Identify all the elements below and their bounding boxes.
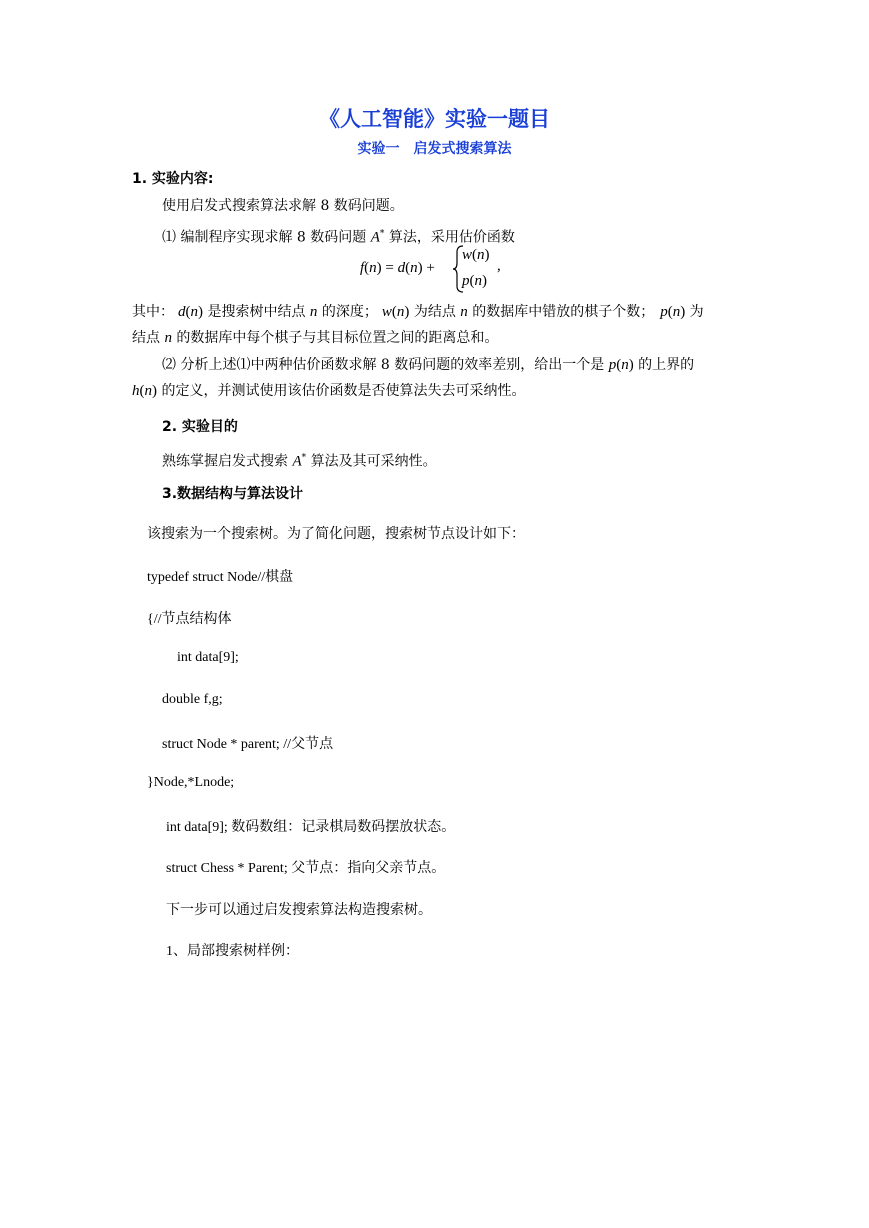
note-line: 下一步可以通过启发搜索算法构造搜索树。 xyxy=(166,903,432,918)
formula-d: d xyxy=(397,260,406,276)
subtitle-left: 实验一 xyxy=(357,141,400,157)
section2-heading: 2. 实验目的 xyxy=(162,419,238,435)
code-line: struct Node * parent; //父节点 xyxy=(162,737,334,752)
a-star-sup: * xyxy=(379,229,385,239)
section1-item2-line1: ⑵ 分析上述⑴中两种估价函数求解 8 数码问题的效率差别，给出一个是 p(n) 的上界的 xyxy=(162,357,695,373)
item1-prefix: ⑴ 编制程序实现求解 8 数码问题 xyxy=(162,229,371,246)
section1-intro: 使用启发式搜索算法求解 8 数码问题。 xyxy=(162,198,404,214)
note-line: 1、局部搜索树样例： xyxy=(166,944,299,959)
formula-arg: n xyxy=(369,260,377,276)
note-line: int data[9]; 数码数组：记录棋局数码摆放状态。 xyxy=(166,820,456,835)
section3-intro: 该搜索为一个搜索树。为了简化问题，搜索树节点设计如下： xyxy=(147,526,525,542)
note-line: struct Chess * Parent; 父节点：指向父亲节点。 xyxy=(166,861,446,876)
code-line: }Node,*Lnode; xyxy=(147,775,235,790)
code-line: double f,g; xyxy=(162,692,223,707)
page-title: 《人工智能》实验一题目 xyxy=(319,107,550,131)
section1-heading: 1. 实验内容: xyxy=(132,171,214,187)
code-line: typedef struct Node//棋盘 xyxy=(147,570,294,585)
section1-explain-line2: 结点 n 的数据库中每个棋子与其目标位置之间的距离总和。 xyxy=(132,330,499,346)
page-subtitle xyxy=(0,138,869,158)
code-line: int data[9]; xyxy=(177,650,239,665)
formula-f: f xyxy=(360,260,365,276)
formula-case-p: p(n) xyxy=(462,273,487,289)
section1-explain-line1: 其中： d(n) 是搜索树中结点 n 的深度； w(n) 为结点 n 的数据库中错放的棋子个数； p(n) 为 xyxy=(132,304,704,320)
formula-comma: , xyxy=(497,258,501,274)
code-line: {//节点结构体 xyxy=(147,612,232,627)
section2-text: 熟练掌握启发式搜索 A* 算法及其可采纳性。 xyxy=(162,453,437,470)
formula-case-w: w(n) xyxy=(462,247,490,263)
item1-suffix: 算法，采用估价函数 xyxy=(384,229,515,246)
section1-item2-line2: h(n) 的定义，并测试使用该估价函数是否使算法失去可采纳性。 xyxy=(132,383,526,399)
formula-lhs: f(n) = d(n) + xyxy=(360,260,435,276)
section3-heading: 3.数据结构与算法设计 xyxy=(162,486,304,502)
subtitle-right: 启发式搜索算法 xyxy=(413,141,512,157)
a-star-symbol: A xyxy=(370,229,380,246)
